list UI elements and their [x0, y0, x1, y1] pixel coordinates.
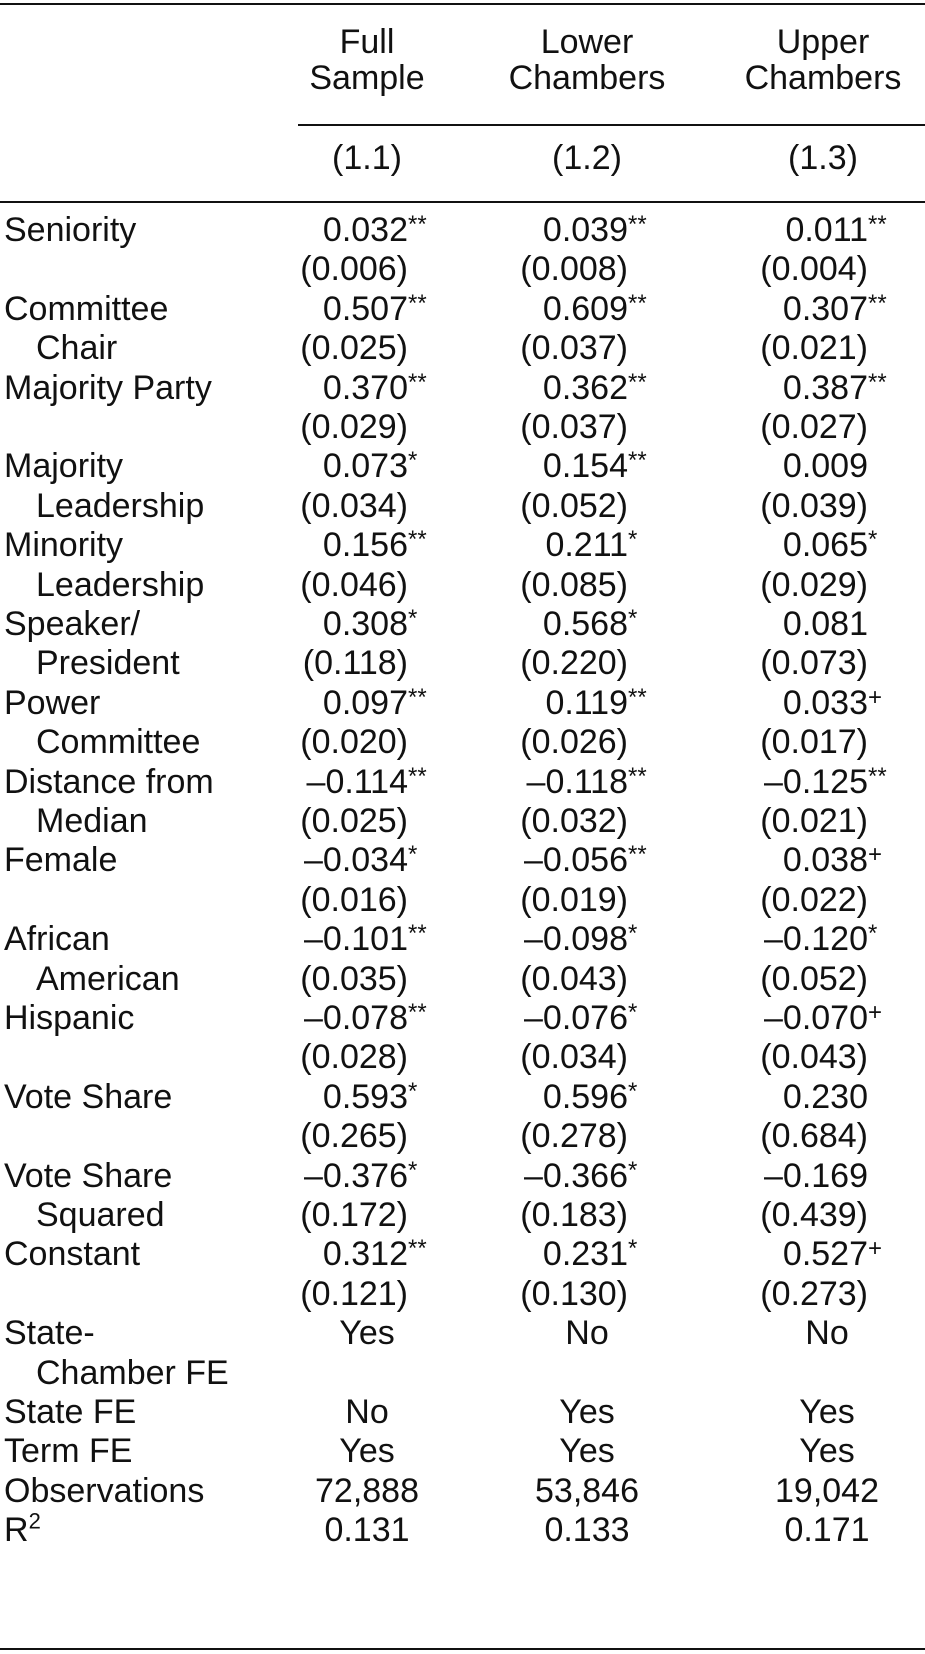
- coefficient-value: 0.073: [322, 447, 408, 486]
- row-label: Female: [4, 841, 118, 880]
- standard-error-cell: [240, 1274, 440, 1315]
- row-label-continued: Median: [36, 802, 148, 840]
- significance-stars: +: [868, 683, 883, 711]
- standard-error-value: (0.021): [760, 329, 868, 368]
- coefficient-cell: [240, 289, 440, 330]
- coefficient-value: –0.120: [764, 920, 868, 959]
- row-label-continued: Leadership: [36, 486, 205, 525]
- row-label: African: [4, 920, 110, 959]
- row-label: Hispanic: [4, 999, 135, 1037]
- standard-error-value: (0.008): [520, 250, 628, 289]
- coefficient-value: 0.593: [322, 1077, 408, 1116]
- coefficient-value: –0.101: [304, 920, 408, 959]
- coefficient-value: –0.056: [524, 841, 628, 880]
- coefficient-value: 0.211: [545, 526, 628, 565]
- footer-value: Yes: [339, 1432, 395, 1471]
- standard-error-cell: [240, 565, 440, 606]
- footer-value: 72,888: [315, 1471, 419, 1510]
- significance-stars: *: [628, 605, 638, 632]
- footer-value: 0.131: [324, 1511, 410, 1550]
- significance-stars: **: [628, 841, 647, 869]
- standard-error-cell: [240, 959, 440, 1000]
- coefficient-cell: [700, 998, 900, 1039]
- standard-error-cell: [700, 880, 900, 921]
- row-label: Power: [4, 683, 101, 722]
- coefficient-value: 0.609: [542, 289, 628, 328]
- footer-label: State-: [4, 1314, 95, 1353]
- standard-error-value: (0.019): [520, 880, 628, 919]
- standard-error-cell: [700, 565, 900, 606]
- coefficient-value: –0.078: [304, 999, 408, 1037]
- col2-title-line2: Chambers: [508, 59, 666, 97]
- footer-value: No: [345, 1393, 389, 1431]
- coefficient-value: –0.034: [304, 841, 408, 880]
- standard-error-cell: [460, 328, 660, 369]
- standard-error-cell: [240, 1037, 440, 1078]
- coefficient-value: 0.312: [322, 1235, 408, 1274]
- standard-error-value: (0.037): [520, 329, 628, 368]
- standard-error-value: (0.025): [300, 329, 408, 368]
- significance-stars: **: [408, 211, 427, 238]
- coefficient-cell: [240, 210, 440, 251]
- coefficient-cell: [700, 840, 900, 881]
- significance-stars: *: [408, 841, 418, 869]
- standard-error-cell: [240, 880, 440, 921]
- standard-error-cell: [240, 801, 440, 842]
- row-label: Speaker/: [4, 605, 141, 643]
- standard-error-value: (0.026): [520, 723, 628, 762]
- coefficient-cell: [460, 683, 660, 724]
- significance-stars: **: [408, 1235, 427, 1263]
- standard-error-value: (0.029): [300, 408, 408, 446]
- footer-value: 0.133: [544, 1511, 630, 1550]
- coefficient-cell: [700, 525, 900, 566]
- coefficient-value: 0.038: [782, 841, 868, 880]
- standard-error-value: (0.006): [300, 250, 408, 289]
- coefficient-value: 0.568: [542, 605, 628, 643]
- coefficient-value: 0.527: [782, 1235, 868, 1274]
- standard-error-cell: [700, 959, 900, 1000]
- bottom-rule: [0, 1648, 925, 1650]
- standard-error-value: (0.037): [520, 408, 628, 446]
- significance-stars: *: [628, 920, 638, 948]
- coefficient-cell: [700, 919, 900, 960]
- standard-error-value: (0.032): [520, 802, 628, 840]
- coefficient-cell: [460, 368, 660, 409]
- coefficient-cell: [240, 683, 440, 724]
- row-label-continued: Leadership: [36, 565, 205, 604]
- significance-stars: **: [408, 683, 427, 711]
- footer-label: Term FE: [4, 1432, 133, 1471]
- standard-error-value: (0.016): [300, 880, 408, 919]
- coefficient-cell: [460, 1234, 660, 1275]
- significance-stars: *: [868, 526, 878, 554]
- coefficient-value: 0.032: [322, 211, 408, 249]
- standard-error-value: (0.004): [760, 250, 868, 289]
- standard-error-cell: [460, 959, 660, 1000]
- r-squared-superscript: 2: [28, 1508, 41, 1534]
- standard-error-cell: [460, 1195, 660, 1236]
- standard-error-value: (0.172): [300, 1196, 408, 1234]
- significance-stars: **: [408, 368, 427, 396]
- coefficient-cell: [460, 604, 660, 645]
- standard-error-cell: [700, 722, 900, 763]
- coefficient-value: –0.376: [304, 1156, 408, 1195]
- coefficient-cell: [700, 289, 900, 330]
- standard-error-cell: [460, 643, 660, 684]
- coefficient-cell: [700, 604, 900, 645]
- row-label: Vote Share: [4, 1077, 173, 1116]
- significance-stars: *: [628, 1077, 638, 1105]
- coefficient-value: –0.114: [306, 762, 408, 801]
- significance-stars: **: [868, 762, 887, 790]
- footer-value: Yes: [559, 1432, 615, 1471]
- standard-error-value: (0.052): [760, 959, 868, 998]
- standard-error-value: (0.035): [300, 959, 408, 998]
- standard-error-cell: [240, 486, 440, 527]
- standard-error-value: (0.439): [760, 1196, 868, 1234]
- standard-error-value: (0.684): [760, 1117, 868, 1156]
- significance-stars: **: [868, 211, 887, 238]
- significance-stars: *: [408, 1156, 418, 1184]
- significance-stars: **: [628, 683, 647, 711]
- standard-error-cell: [700, 1116, 900, 1157]
- standard-error-cell: [460, 1037, 660, 1078]
- standard-error-value: (0.118): [302, 644, 408, 683]
- footer-value: Yes: [559, 1393, 615, 1431]
- significance-stars: **: [408, 920, 427, 948]
- coefficient-cell: [700, 1077, 900, 1118]
- row-label: Majority Party: [4, 368, 212, 407]
- standard-error-cell: [700, 249, 900, 290]
- standard-error-cell: [460, 801, 660, 842]
- col2-title-line1: Lower: [540, 23, 634, 61]
- footer-value: No: [805, 1314, 849, 1353]
- significance-stars: **: [628, 447, 647, 475]
- row-label-continued: President: [36, 644, 180, 683]
- standard-error-value: (0.183): [520, 1196, 628, 1234]
- coefficient-cell: [460, 840, 660, 881]
- top-rule: [0, 3, 925, 5]
- coefficient-cell: [460, 1077, 660, 1118]
- row-label: Majority: [4, 447, 124, 486]
- coefficient-value: 0.231: [542, 1235, 628, 1274]
- standard-error-value: (0.043): [520, 959, 628, 998]
- footer-value: Yes: [339, 1314, 395, 1353]
- standard-error-cell: [240, 1116, 440, 1157]
- standard-error-value: (0.034): [520, 1038, 628, 1077]
- standard-error-value: (0.265): [300, 1117, 408, 1156]
- coefficient-value: 0.097: [322, 683, 408, 722]
- row-label: Committee: [4, 289, 169, 328]
- footer-label-continued: Chamber FE: [36, 1353, 229, 1392]
- coefficient-value: 0.230: [782, 1077, 868, 1116]
- coefficient-cell: [460, 210, 660, 251]
- coefficient-cell: [240, 762, 440, 803]
- col1-title-line1: Full: [339, 23, 395, 61]
- row-label-continued: Chair: [36, 329, 118, 368]
- standard-error-value: (0.025): [300, 802, 408, 840]
- standard-error-cell: [700, 1195, 900, 1236]
- standard-error-value: (0.273): [760, 1274, 868, 1313]
- significance-stars: *: [868, 920, 878, 948]
- standard-error-value: (0.278): [520, 1117, 628, 1156]
- coefficient-cell: [700, 1234, 900, 1275]
- significance-stars: *: [628, 526, 638, 554]
- significance-stars: *: [628, 1235, 638, 1263]
- coefficient-value: 0.362: [542, 368, 628, 407]
- header-span-rule: [298, 124, 925, 126]
- standard-error-value: (0.029): [760, 565, 868, 604]
- coefficient-cell: [700, 446, 900, 487]
- significance-stars: +: [868, 841, 883, 869]
- coefficient-cell: [240, 998, 440, 1039]
- coefficient-cell: [240, 1234, 440, 1275]
- standard-error-cell: [460, 1274, 660, 1315]
- coefficient-value: 0.154: [542, 447, 628, 486]
- coefficient-cell: [460, 289, 660, 330]
- significance-stars: **: [628, 211, 647, 238]
- significance-stars: *: [408, 447, 418, 475]
- footer-value: 19,042: [775, 1471, 879, 1510]
- significance-stars: *: [408, 605, 418, 632]
- standard-error-value: (0.039): [760, 486, 868, 525]
- row-label-continued: Squared: [36, 1196, 165, 1234]
- coefficient-value: 0.387: [782, 368, 868, 407]
- standard-error-cell: [460, 1116, 660, 1157]
- coefficient-value: –0.098: [524, 920, 628, 959]
- standard-error-cell: [700, 407, 900, 448]
- footer-value: No: [565, 1314, 609, 1353]
- standard-error-cell: [460, 486, 660, 527]
- coefficient-cell: [460, 762, 660, 803]
- footer-value: 0.171: [784, 1511, 870, 1550]
- standard-error-value: (0.017): [760, 723, 868, 762]
- coefficient-value: 0.039: [542, 211, 628, 249]
- standard-error-cell: [240, 328, 440, 369]
- coefficient-cell: [460, 1156, 660, 1197]
- standard-error-cell: [460, 565, 660, 606]
- row-label: Constant: [4, 1235, 141, 1274]
- standard-error-cell: [460, 722, 660, 763]
- coefficient-cell: [460, 525, 660, 566]
- coefficient-value: 0.308: [322, 605, 408, 643]
- standard-error-value: (0.021): [760, 802, 868, 840]
- row-label-continued: Committee: [36, 723, 201, 762]
- significance-stars: +: [868, 999, 883, 1026]
- coefficient-value: 0.156: [322, 526, 408, 565]
- coefficient-value: –0.070: [764, 999, 868, 1037]
- coefficient-value: 0.065: [782, 526, 868, 565]
- standard-error-value: (0.043): [760, 1038, 868, 1077]
- coefficient-value: –0.169: [764, 1156, 868, 1195]
- standard-error-cell: [700, 801, 900, 842]
- coefficient-cell: [240, 446, 440, 487]
- footer-value: 53,846: [535, 1471, 639, 1510]
- coefficient-cell: [460, 919, 660, 960]
- row-label-continued: American: [36, 959, 180, 998]
- significance-stars: +: [868, 1235, 883, 1263]
- coefficient-value: –0.076: [524, 999, 628, 1037]
- coefficient-value: 0.081: [782, 605, 868, 643]
- coefficient-value: 0.033: [782, 683, 868, 722]
- col3-title-line2: Chambers: [744, 59, 902, 97]
- significance-stars: **: [408, 762, 427, 790]
- standard-error-value: (0.052): [520, 486, 628, 525]
- standard-error-value: (0.220): [520, 644, 628, 683]
- standard-error-value: (0.022): [760, 880, 868, 919]
- col1-model: (1.1): [332, 139, 402, 177]
- significance-stars: **: [868, 368, 887, 396]
- standard-error-value: (0.020): [300, 723, 408, 762]
- coefficient-value: 0.596: [542, 1077, 628, 1116]
- r-squared-label-text: R: [4, 1511, 29, 1550]
- coefficient-value: –0.366: [524, 1156, 628, 1195]
- standard-error-cell: [700, 328, 900, 369]
- coefficient-cell: [460, 446, 660, 487]
- standard-error-value: (0.028): [300, 1038, 408, 1077]
- col3-model: (1.3): [788, 139, 858, 177]
- standard-error-cell: [700, 486, 900, 527]
- coefficient-value: 0.011: [785, 211, 868, 249]
- row-label: Seniority: [4, 211, 137, 249]
- standard-error-value: (0.085): [520, 565, 628, 604]
- standard-error-value: (0.073): [760, 644, 868, 683]
- standard-error-cell: [240, 722, 440, 763]
- col3-title-line1: Upper: [776, 23, 870, 61]
- coefficient-cell: [700, 683, 900, 724]
- footer-label: Observations: [4, 1471, 205, 1510]
- coefficient-value: 0.370: [322, 368, 408, 407]
- coefficient-cell: [240, 604, 440, 645]
- coefficient-cell: [700, 368, 900, 409]
- standard-error-cell: [700, 1037, 900, 1078]
- r-squared-label: [4, 1510, 41, 1551]
- significance-stars: *: [628, 999, 638, 1026]
- footer-label: State FE: [4, 1393, 137, 1431]
- significance-stars: **: [628, 368, 647, 396]
- coefficient-cell: [240, 919, 440, 960]
- significance-stars: **: [408, 526, 427, 554]
- standard-error-value: (0.027): [760, 408, 868, 446]
- coefficient-cell: [240, 1156, 440, 1197]
- coefficient-cell: [700, 1156, 900, 1197]
- coefficient-cell: [240, 525, 440, 566]
- standard-error-cell: [460, 249, 660, 290]
- row-label: Distance from: [4, 762, 214, 801]
- coefficient-cell: [240, 840, 440, 881]
- standard-error-value: (0.034): [300, 486, 408, 525]
- row-label: Minority: [4, 526, 124, 565]
- coefficient-cell: [700, 762, 900, 803]
- significance-stars: **: [408, 999, 427, 1026]
- significance-stars: *: [628, 1156, 638, 1184]
- footer-value: Yes: [799, 1393, 855, 1431]
- coefficient-cell: [700, 210, 900, 251]
- coefficient-value: 0.119: [545, 683, 628, 722]
- coefficient-cell: [240, 368, 440, 409]
- col1-title-line2: Sample: [309, 59, 425, 97]
- coefficient-cell: [240, 1077, 440, 1118]
- significance-stars: **: [408, 289, 427, 317]
- standard-error-cell: [700, 1274, 900, 1315]
- significance-stars: **: [628, 762, 647, 790]
- row-label: Vote Share: [4, 1156, 173, 1195]
- header-rule: [0, 201, 925, 203]
- standard-error-cell: [460, 880, 660, 921]
- coefficient-cell: [460, 998, 660, 1039]
- standard-error-cell: [240, 1195, 440, 1236]
- standard-error-cell: [240, 643, 440, 684]
- col2-model: (1.2): [552, 139, 622, 177]
- standard-error-value: (0.130): [520, 1274, 628, 1313]
- significance-stars: *: [408, 1077, 418, 1105]
- coefficient-value: 0.307: [782, 289, 868, 328]
- significance-stars: **: [868, 289, 887, 317]
- standard-error-cell: [460, 407, 660, 448]
- coefficient-value: –0.118: [526, 762, 628, 801]
- significance-stars: **: [628, 289, 647, 317]
- footer-value: Yes: [799, 1432, 855, 1471]
- standard-error-value: (0.121): [300, 1274, 408, 1313]
- coefficient-value: 0.009: [782, 447, 868, 486]
- standard-error-cell: [240, 249, 440, 290]
- standard-error-cell: [700, 643, 900, 684]
- standard-error-value: (0.046): [300, 565, 408, 604]
- coefficient-value: –0.125: [764, 762, 868, 801]
- coefficient-value: 0.507: [322, 289, 408, 328]
- standard-error-cell: [240, 407, 440, 448]
